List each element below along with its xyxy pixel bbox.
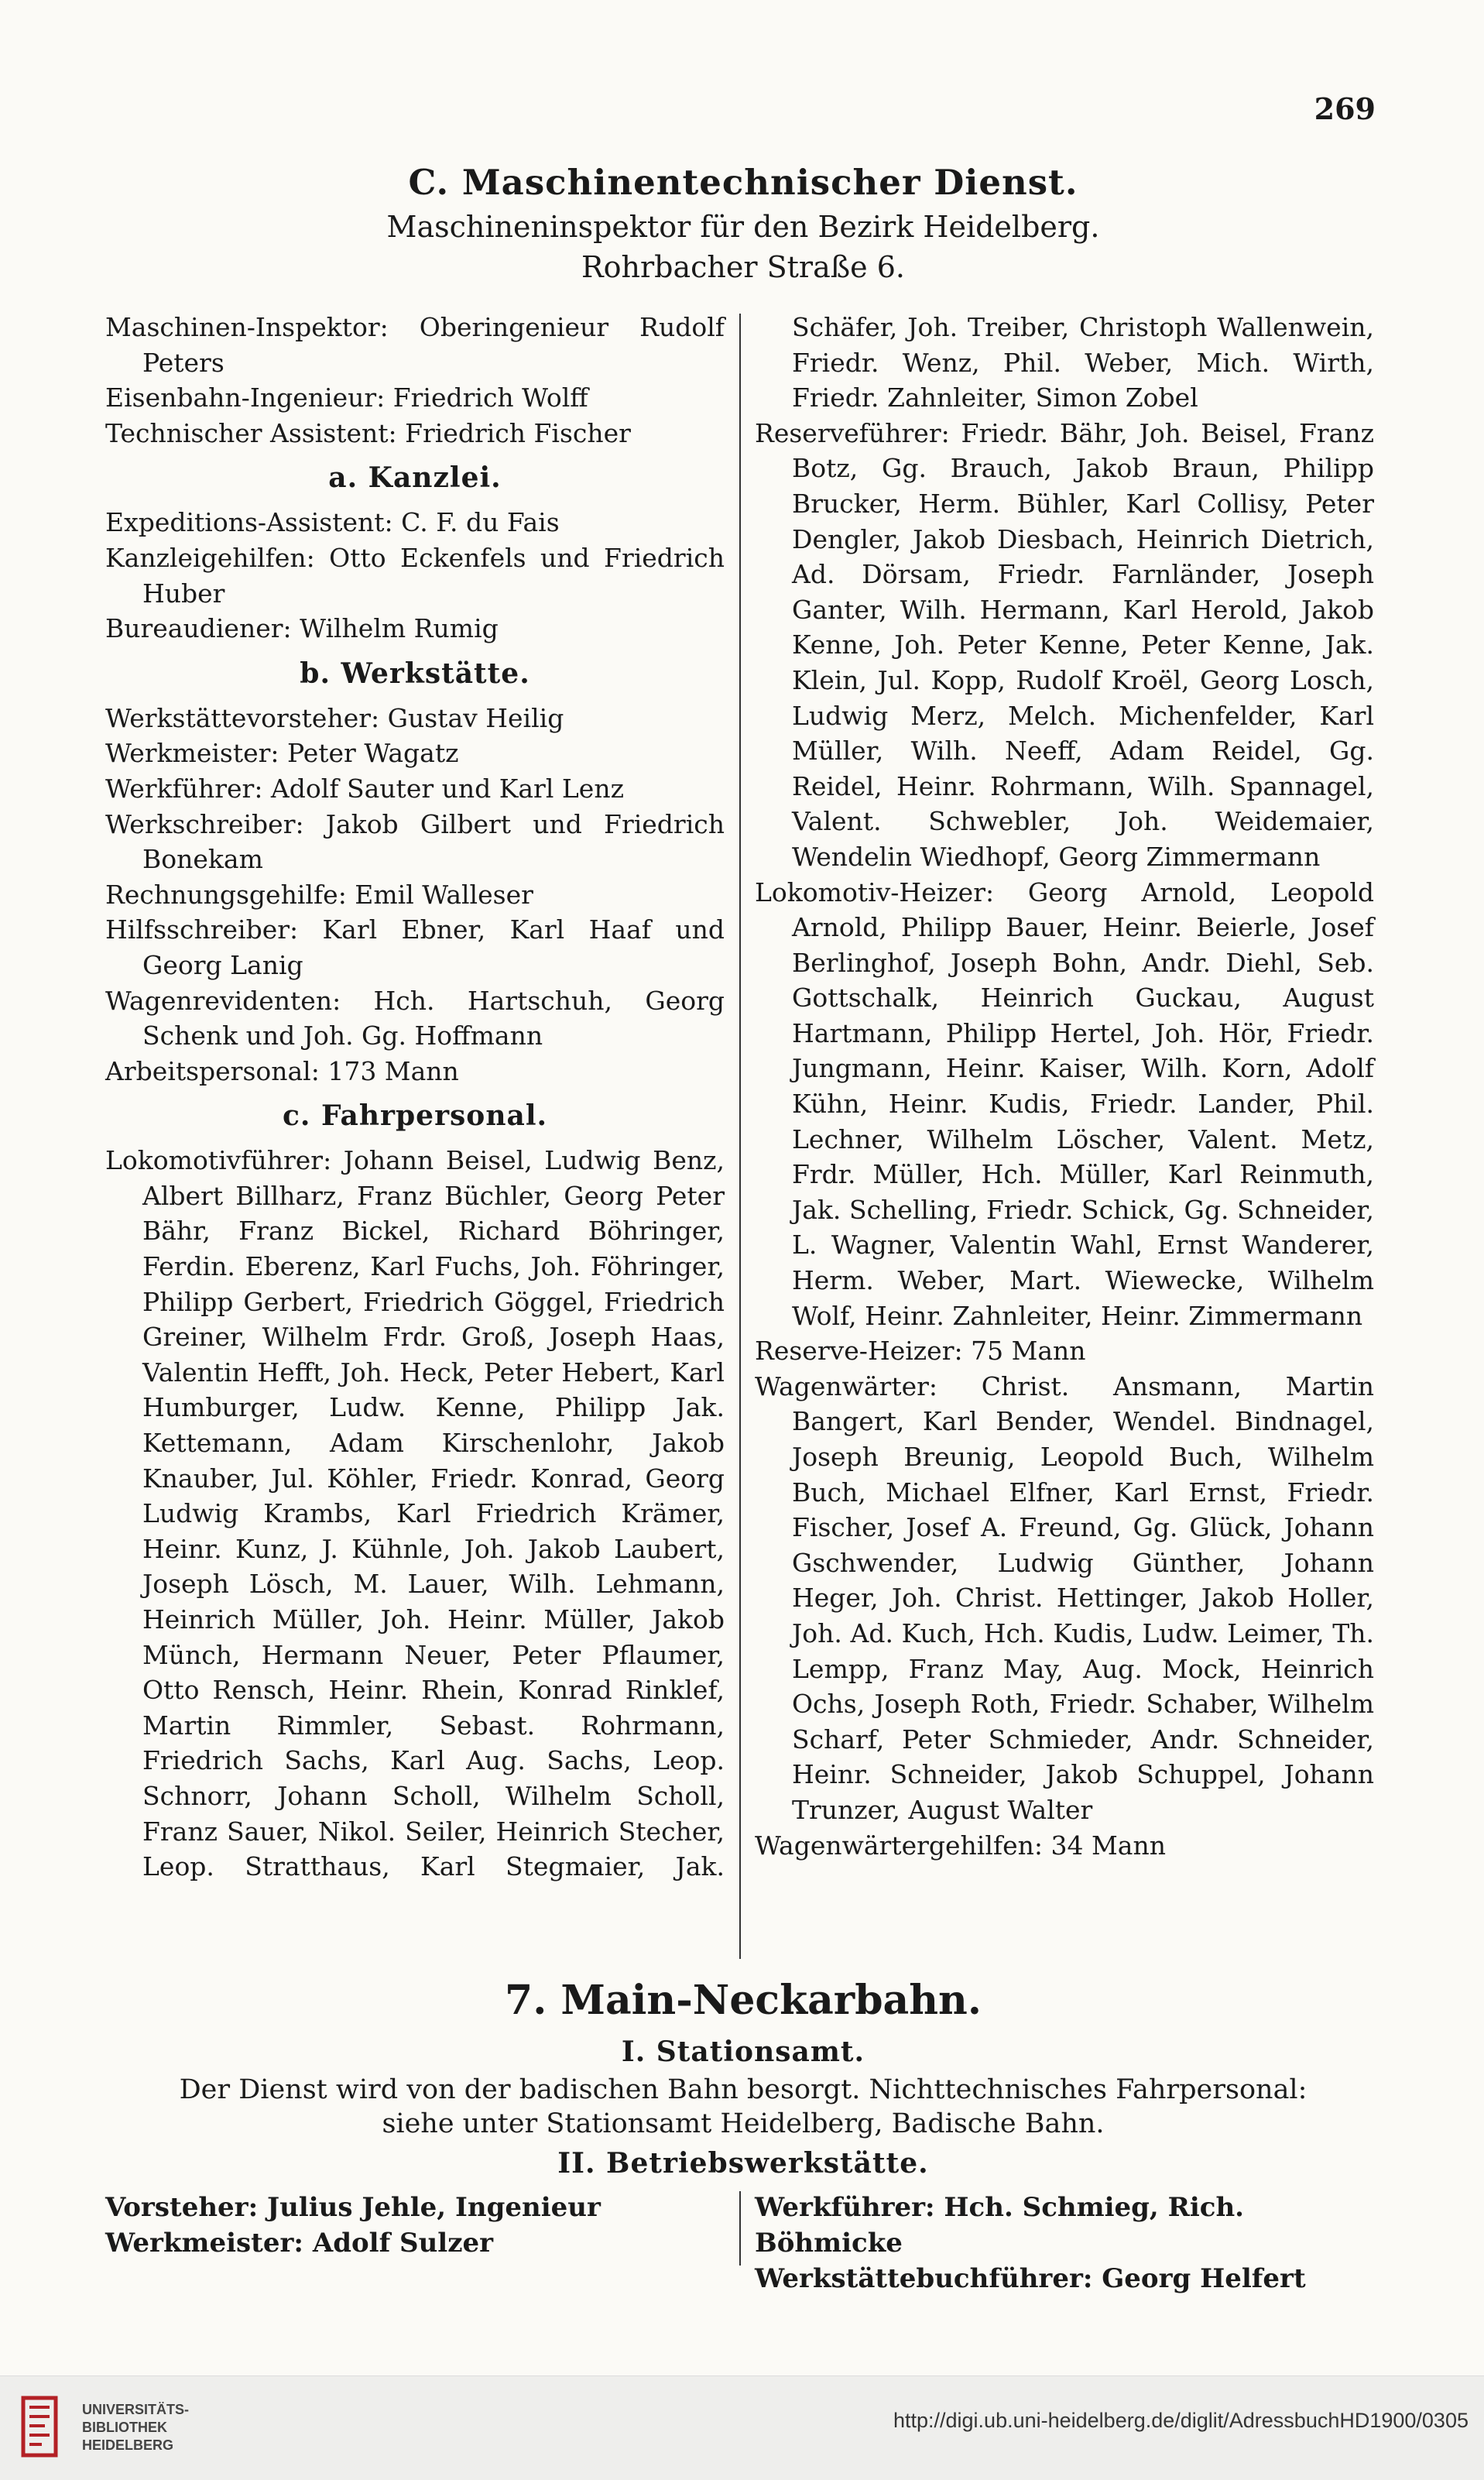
betriebswerkstaette-heading: II. Betriebswerkstätte. xyxy=(557,2147,929,2180)
entry-werkfuehrer: Werkführer: Adolf Sauter und Karl Lenz xyxy=(105,773,624,804)
entry-wagenwaerter: Wagenwärter: Christ. Ansmann, Martin Bangert, Karl Bender, Wendel. Bindnagel, Joseph Breunig, Leopold Buch, Wilhelm Buch, Michael Elfner, Karl Ernst, Friedr. Fischer, Josef A. Freund, Gg. Glück, Johann Gschwender, Ludwig Günther, Johann Heger, Joh. Christ. Hettinger, Jakob Holler, Joh. Ad. Kuch, Hch. Kudis, Ludw. Leimer, Th. Lempp, Franz May, Aug. Mock, Heinrich Ochs, Joseph Roth, Friedr. Schaber, Wilhelm Scharf, Peter Schmieder, Andr. Schneider, Heinr. Schneider, Jakob Schuppel, Johann Trunzer, August Walter xyxy=(755,1370,1374,1825)
section-title: C. Maschinentechnischer Dienst. xyxy=(408,162,1078,203)
stationsamt-text-2: siehe unter Stationsamt Heidelberg, Badische Bahn. xyxy=(382,2108,1105,2139)
entry-inspektor: Maschinen-Inspektor: Oberingenieur Rudolf Peters xyxy=(105,312,725,378)
section-header xyxy=(101,159,1386,287)
kanzlei-heading: a. Kanzlei. xyxy=(328,461,502,495)
library-logo-icon xyxy=(15,2393,63,2460)
source-url-link[interactable]: http://digi.ub.uni-heidelberg.de/diglit/AdressbuchHD1900/0305 xyxy=(893,2409,1469,2432)
address: Rohrbacher Straße 6. xyxy=(581,250,905,284)
entry-bureaudiener: Bureaudiener: Wilhelm Rumig xyxy=(105,613,499,644)
library-logo-text xyxy=(82,2401,189,2454)
column-divider xyxy=(739,314,741,1959)
entry-wagenrevidenten: Wagenrevidenten: Hch. Hartschuh, Georg Schenk und Joh. Gg. Hoffmann xyxy=(105,985,725,1051)
entry-reservefuehrer: Reserveführer: Friedr. Bähr, Joh. Beisel, Franz Botz, Gg. Brauch, Jakob Braun, Philipp Brucker, Herm. Bühler, Karl Collisy, Peter Dengler, Jakob Diesbach, Heinrich Dietrich, Ad. Dörsam, Friedr. Farnländer, Joseph Ganter, Wilh. Hermann, Karl Herold, Jakob Kenne, Joh. Peter Kenne, Peter Kenne, Jak. Klein, Jul. Kopp, Rudolf Kroël, Georg Losch, Ludwig Merz, Melch. Michenfelder, Karl Müller, Wilh. Neeff, Adam Reidel, Gg. Reidel, Heinr. Rohrmann, Wilh. Spannagel, Valent. Schwebler, Joh. Weidemaier, Wendelin Wiedhopf, Georg Zimmermann xyxy=(755,417,1374,872)
right-column xyxy=(755,310,1374,1863)
entry-assistent: Technischer Assistent: Friedrich Fischer xyxy=(105,417,631,448)
entry-betrieb-werkmeister: Werkmeister: Adolf Sulzer xyxy=(105,2228,494,2259)
logo-line-1: UNIVERSITÄTS- xyxy=(82,2402,190,2417)
betrieb-left xyxy=(105,2190,725,2261)
entry-rechnungsgehilfe: Rechnungsgehilfe: Emil Walleser xyxy=(105,879,533,910)
betrieb-divider xyxy=(739,2191,741,2266)
entry-ingenieur: Eisenbahn-Ingenieur: Friedrich Wolff xyxy=(105,382,588,413)
stationsamt-text-1: Der Dienst wird von der badischen Bahn besorgt. Nichttechnisches Fahrpersonal: xyxy=(179,2074,1307,2105)
entry-lokomotivfuehrer-continued: Schäfer, Joh. Treiber, Christoph Wallenwein, Friedr. Wenz, Phil. Weber, Mich. Wirth, Friedr. Zahnleiter, Simon Zobel xyxy=(792,312,1374,413)
subtitle: Maschineninspektor für den Bezirk Heidelberg. xyxy=(386,210,1100,244)
entry-werkstaettebuchfuehrer: Werkstättebuchführer: Georg Helfert xyxy=(755,2263,1306,2294)
logo-line-2: BIBLIOTHEK xyxy=(82,2420,167,2435)
entry-lokomotivfuehrer: Lokomotivführer: Johann Beisel, Ludwig Benz, Albert Billharz, Franz Büchler, Georg Peter Bähr, Franz Bickel, Richard Böhringer, Ferdin. Eberenz, Karl Fuchs, Joh. Föhringer, Philipp Gerbert, Friedrich Göggel, Friedrich Greiner, Wilhelm Frdr. Groß, Joseph Haas, Valentin Hefft, Joh. Heck, Peter Hebert, Karl Humburger, Ludw. Kenne, Philipp Jak. Kettemann, Adam Kirschenlohr, Jakob Knauber, Jul. Köhler, Friedr. Konrad, Georg Ludwig Krambs, Karl Friedrich Krämer, Heinr. Kunz, J. Kühnle, Joh. Jakob Laubert, Joseph Lösch, M. Lauer, Wilh. Lehmann, Heinrich Müller, Joh. Heinr. Müller, Jakob Münch, Hermann Neuer, Peter Pflaumer, Otto Rensch, Heinr. Rhein, Konrad Rinklef, Martin Rimmler, Sebast. Rohrmann, Friedrich Sachs, Karl Aug. Sachs, Leop. Schnorr, Johann Scholl, Wilhelm Scholl, Franz Sauer, Nikol. Seiler, Heinrich Stecher, Leop. Stratthaus, Karl Stegmaier, Jak. xyxy=(105,1145,725,1882)
betrieb-right xyxy=(755,2190,1374,2296)
entry-arbeitspersonal: Arbeitspersonal: 173 Mann xyxy=(105,1055,459,1086)
footer-bar xyxy=(0,2375,1484,2480)
entry-expeditions: Expeditions-Assistent: C. F. du Fais xyxy=(105,507,560,538)
main-neckarbahn-title: 7. Main-Neckarbahn. xyxy=(505,1977,982,2024)
entry-hilfsschreiber: Hilfsschreiber: Karl Ebner, Karl Haaf und Georg Lanig xyxy=(105,914,725,980)
entry-kanzleigehilfen: Kanzleigehilfen: Otto Eckenfels und Friedrich Huber xyxy=(105,542,725,609)
entry-reserveheizer: Reserve-Heizer: 75 Mann xyxy=(755,1336,1086,1367)
entry-vorsteher: Vorsteher: Julius Jehle, Ingenieur xyxy=(105,2192,601,2223)
entry-wagenwaertergehilfen: Wagenwärtergehilfen: 34 Mann xyxy=(755,1830,1166,1861)
entry-werkschreiber: Werkschreiber: Jakob Gilbert und Friedrich Bonekam xyxy=(105,808,725,875)
entry-werkstaettevorsteher: Werkstättevorsteher: Gustav Heilig xyxy=(105,702,564,733)
stationsamt-heading: I. Stationsamt. xyxy=(621,2036,865,2068)
page-number: 269 xyxy=(1314,91,1376,126)
fahrpersonal-heading: c. Fahrpersonal. xyxy=(282,1099,548,1133)
entry-betrieb-werkfuehrer: Werkführer: Hch. Schmieg, Rich. Böhmicke xyxy=(755,2192,1245,2259)
entry-werkmeister: Werkmeister: Peter Wagatz xyxy=(105,738,459,769)
logo-line-3: HEIDELBERG xyxy=(82,2437,174,2453)
werkstaette-heading: b. Werkstätte. xyxy=(300,657,530,690)
main-neckarbahn-section xyxy=(101,1971,1386,2186)
entry-lokomotivheizer: Lokomotiv-Heizer: Georg Arnold, Leopold Arnold, Philipp Bauer, Heinr. Beierle, Josef Berlinghof, Joseph Bohn, Andr. Diehl, Seb. Gottschalk, Heinrich Guckau, August Hartmann, Philipp Hertel, Joh. Hör, Friedr. Jungmann, Heinr. Kaiser, Wilh. Korn, Adolf Kühn, Heinr. Kudis, Friedr. Lander, Phil. Lechner, Wilhelm Löscher, Valent. Metz, Frdr. Müller, Hch. Müller, Karl Reinmuth, Jak. Schelling, Friedr. Schick, Gg. Schneider, L. Wagner, Valentin Wahl, Ernst Wanderer, Herm. Weber, Mart. Wiewecke, Wilhelm Wolf, Heinr. Zahnleiter, Heinr. Zimmermann xyxy=(755,876,1374,1331)
left-column xyxy=(105,310,725,1885)
